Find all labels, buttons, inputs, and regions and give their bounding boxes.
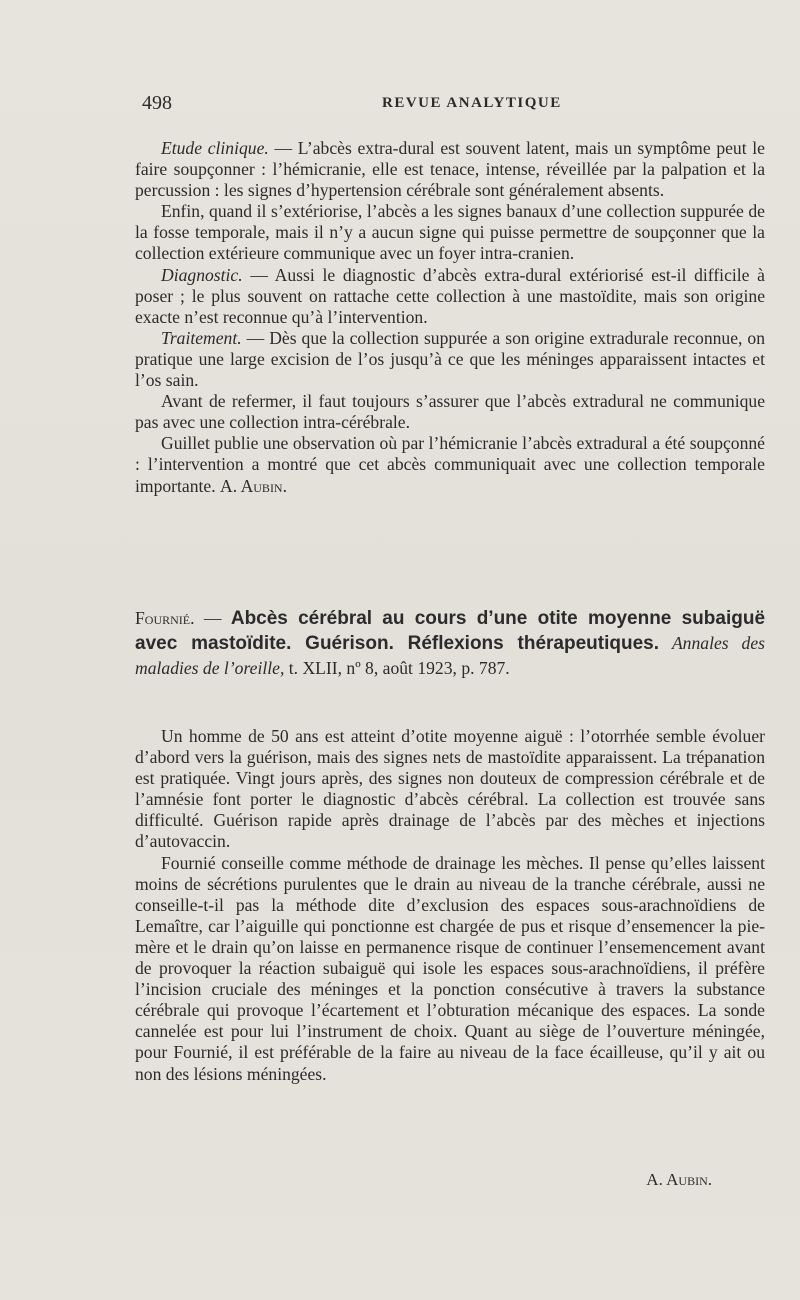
paragraph-text: — Aussi le diagnostic d’abcès extra-dural extériorisé est-il difficile à poser ; le plus souvent on rattache cette collection à une mastoïdite, mais son origine exacte n’est reconnue qu’à l’intervention. <box>135 264 765 327</box>
paragraph-clinical-study <box>135 138 765 201</box>
section-lead-diagnosis: Diagnostic. <box>161 264 243 285</box>
page-number: 498 <box>142 92 172 114</box>
paragraph-case: Un homme de 50 ans est atteint d’otite moyenne aiguë : l’otorrhée semble évoluer d’abord vers la guérison, mais des signes nets de mastoïdite apparaissent. La trépanation est pratiquée. Vingt jours après, des signes non douteux de compression cérébrale et de l’amnésie font porter le diagnostic d’abcès cérébral. La collection est trouvée sans difficulté. Guérison rapide après drainage de l’abcès par des mèches et injections d’autovaccin. <box>135 726 765 852</box>
review-heading <box>135 606 765 681</box>
paragraph-guillet <box>135 433 765 496</box>
review-author: Fournié. <box>135 608 195 628</box>
paragraph-before-closing: Avant de refermer, il faut toujours s’assurer que l’abcès extradural ne communique pas avec une collection intra-cérébrale. <box>135 391 765 433</box>
running-title: REVUE ANALYTIQUE <box>382 95 562 111</box>
paragraph-text: Guillet publie une observation où par l’hémicranie l’abcès extradural a été soupçonné : l’intervention a montré que cet abcès communiquait avec une collection temporale importante. <box>135 433 765 496</box>
review-source: Annales des maladies de l’oreille, <box>135 633 765 678</box>
paragraph-diagnosis <box>135 265 765 328</box>
section-lead-treatment: Traitement. <box>161 327 242 348</box>
review-citation: t. XLII, nº 8, août 1923, p. 787. <box>284 658 510 678</box>
paragraph-text: — Dès que la collection suppurée a son origine extradurale reconnue, on pratique une large excision de l’os jusqu’à ce que les méninges apparaissent intactes et l’os sain. <box>135 327 765 391</box>
page-header <box>0 92 800 122</box>
review-title: Abcès cérébral au cours d’une otite moyenne subaiguë avec mastoïdite. Guérison. Réflexions thérapeutiques. <box>135 608 766 654</box>
review-dash: — <box>194 608 231 628</box>
final-signature: A. Aubin. <box>646 1170 712 1189</box>
paragraph-treatment <box>135 328 765 391</box>
paragraph-method: Fournié conseille comme méthode de drainage les mèches. Il pense qu’elles laissent moins de sécrétions purulentes que le drain au niveau de la tranche cérébrale, aussi ne conseille-t-il pas la méthode dite d’exclusion des espaces sous-arachnoïdiens de Lemaître, car l’aiguille qui ponctionne est chargée de pus et risque d’ensemencer la pie-mère et le drain qu’on laisse en permanence risque de continuer l’ensemencement avant de provoquer la réaction subaiguë qui isole les espaces sous-arachnoïdiens, il préfère l’incision cruciale des méninges et la ponction consécutive à travers la substance cérébrale qui provoque l’écartement et l’obturation mécanique des espaces. La sonde cannelée est pour lui l’instrument de choix. Quant au siège de l’ouverture méningée, pour Fournié, il est préférable de la faire au niveau de la face écailleuse, qu’il y ait ou non des lésions méningées. <box>135 852 765 1084</box>
section-lead-clinical: Etude clinique. <box>161 138 269 158</box>
second-article-body <box>135 726 765 1085</box>
paragraph-text: — L’abcès extra-dural est souvent latent, mais un symptôme peut le faire soupçonner : l’hémicranie, elle est tenace, intense, réveillée par la palpation et la percussion : les signes d’hypertension cérébrale sont généralement absents. <box>135 138 765 201</box>
inline-signature: A. Aubin. <box>220 475 287 496</box>
paragraph-exteriorisation: Enfin, quand il s’extériorise, l’abcès a les signes banaux d’une collection suppurée de la fosse temporale, mais il n’y a aucun signe qui puisse permettre de soupçonner que la collection extérieure communique avec un foyer intra-cranien. <box>135 201 765 264</box>
first-article <box>135 138 765 497</box>
